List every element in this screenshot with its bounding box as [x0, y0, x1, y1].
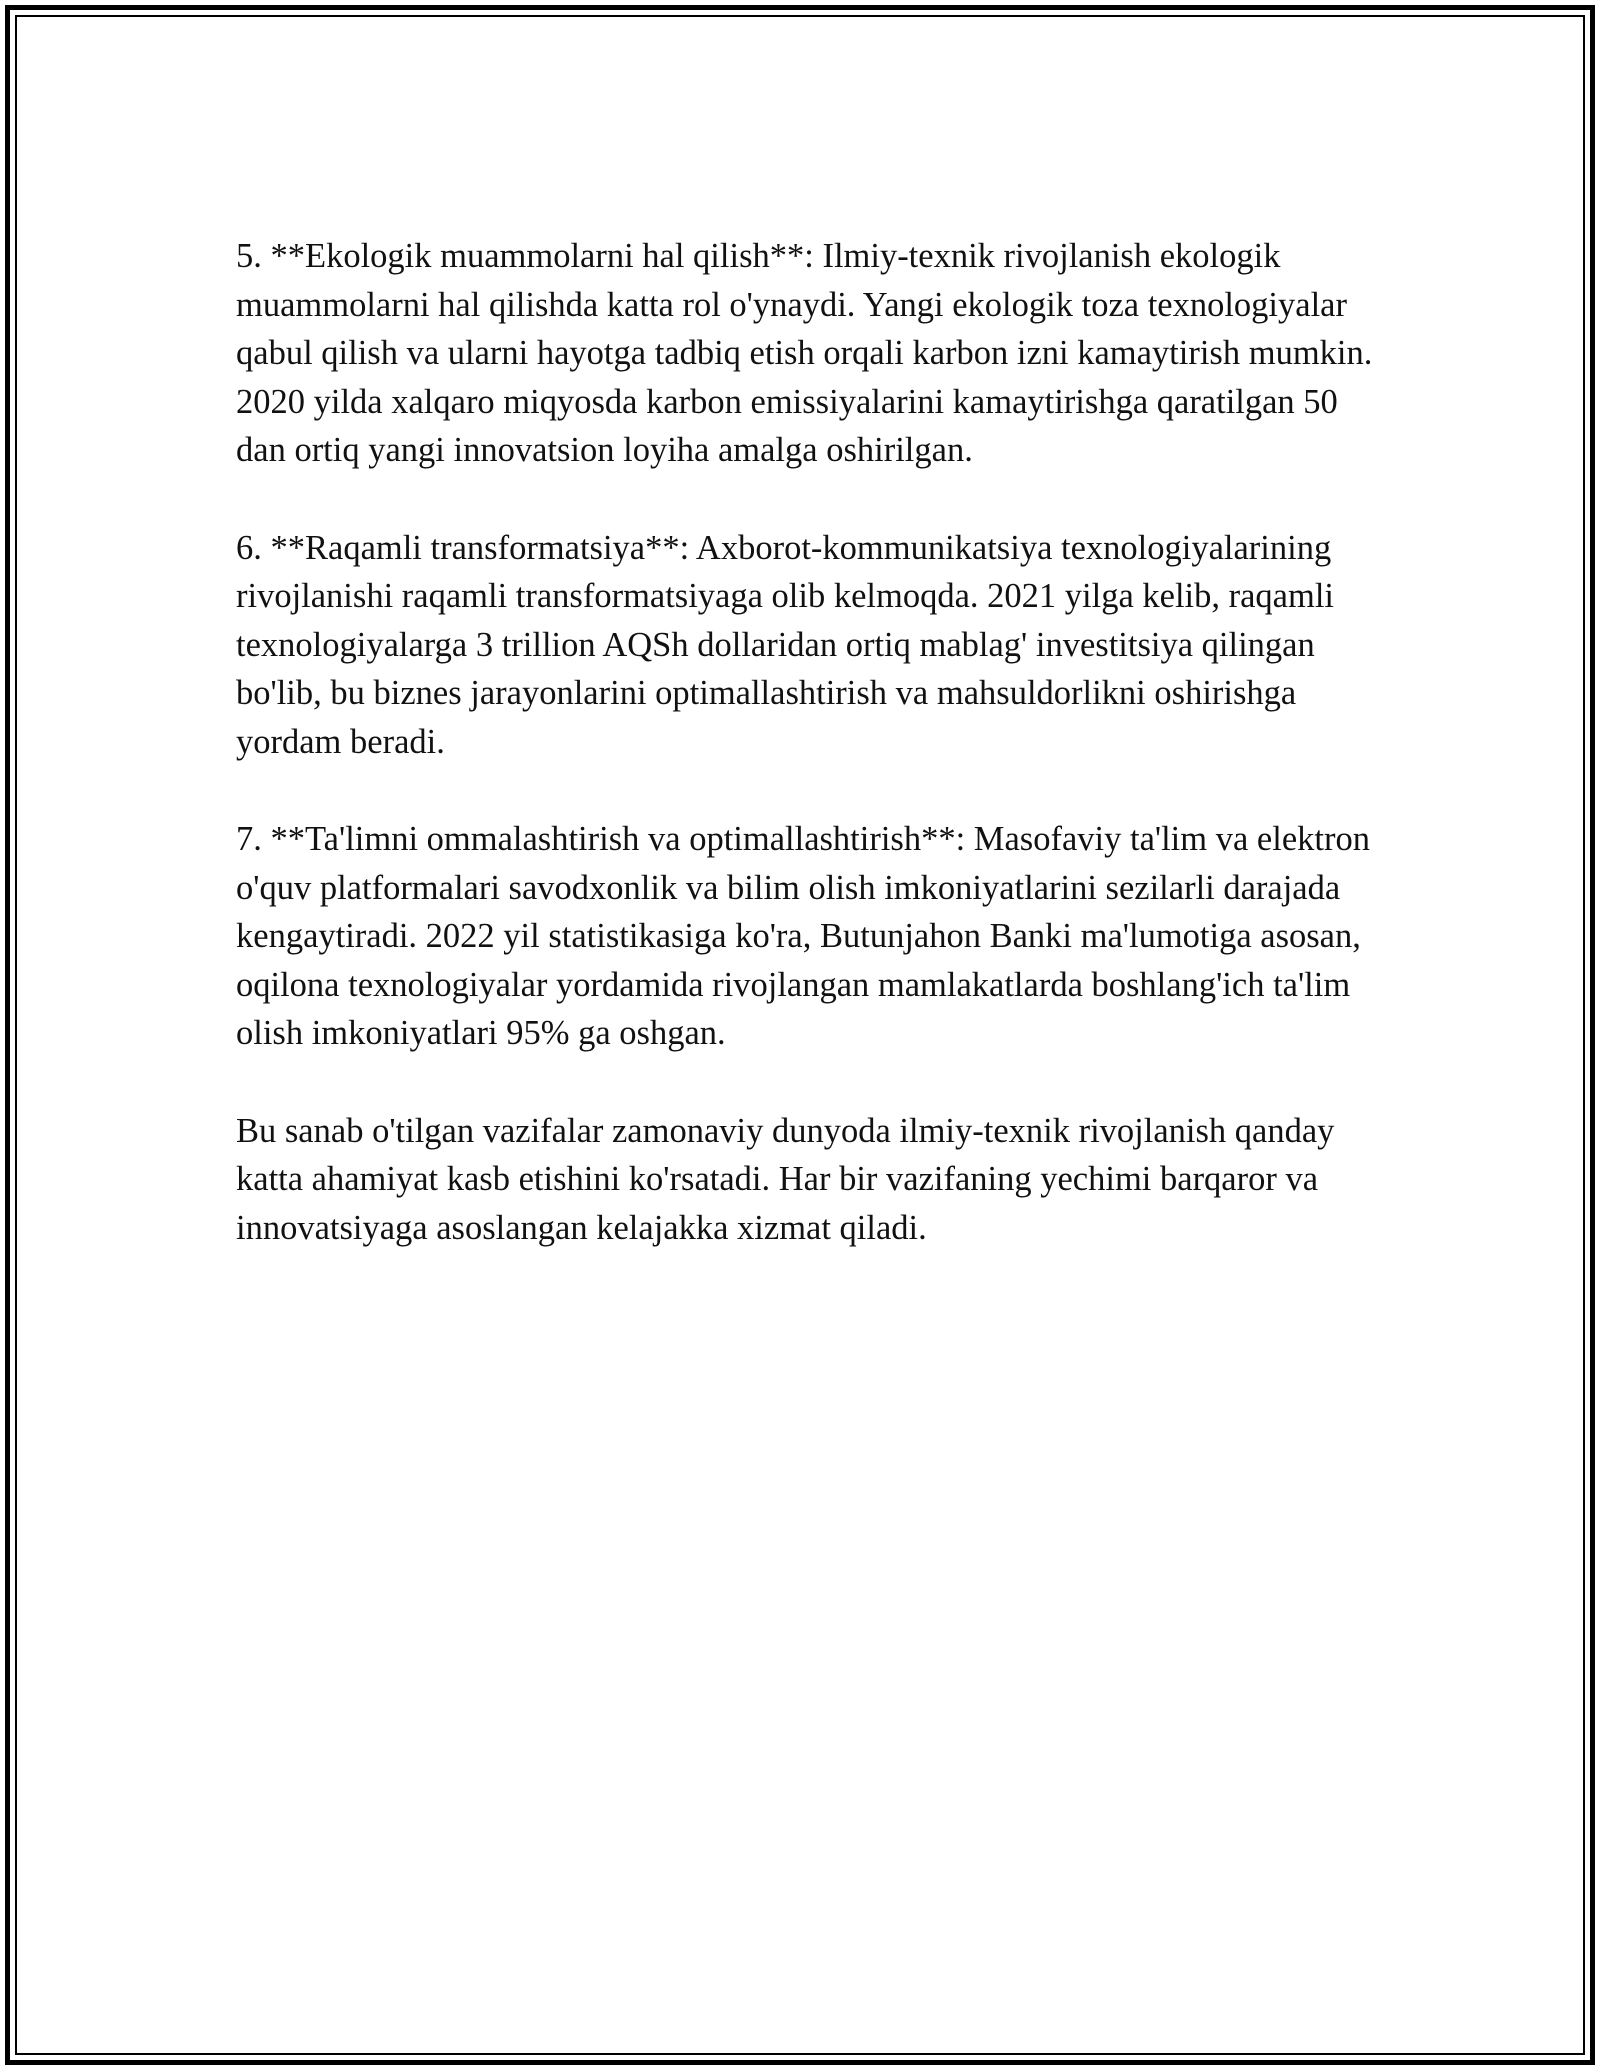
paragraph-conclusion: Bu sanab o'tilgan vazifalar zamonaviy dunyoda ilmiy-texnik rivojlanish qanday katta ahamiyat kasb etishini ko'rsatadi. Har bir vazifaning yechimi barqaror va innovatsiyaga asoslangan kelajakka xizmat qiladi. [236, 1111, 1335, 1247]
paragraph-ecological-problems: 5. **Ekologik muammolarni hal qilish**: Ilmiy-texnik rivojlanish ekologik muammolarni hal qilishda katta rol o'ynaydi. Yangi ekologik toza texnologiyalar qabul qilish va ularni hayotga tadbiq etish orqali karbon izni kamaytirish mumkin. 2020 yilda xalqaro miqyosda karbon emissiyalarini kamaytirishga qaratilgan 50 dan ortiq yangi innovatsion loyiha amalga oshirilgan. [236, 237, 1373, 469]
paragraph-digital-transformation: 6. **Raqamli transformatsiya**: Axborot-kommunikatsiya texnologiyalarining rivojlanishi raqamli transformatsiyaga olib kelmoqda. 2021 yilga kelib, raqamli texnologiyalarga 3 trillion AQSh dollaridan ortiq mablag' investitsiya qilingan bo'lib, bu biznes jarayonlarini optimallashtirish va mahsuldorlikni oshirishga yordam beradi. [236, 528, 1334, 761]
paragraph-education: 7. **Ta'limni ommalashtirish va optimallashtirish**: Masofaviy ta'lim va elektron o'quv platformalari savodxonlik va bilim olish imkoniyatlarini sezilarli darajada kengaytiradi. 2022 yil statistikasiga ko'ra, Butunjahon Banki ma'lumotiga asosan, oqilona texnologiyalar yordamida rivojlangan mamlakatlarda boshlang'ich ta'lim olish imkoniyatlari 95% ga oshgan. [236, 820, 1370, 1052]
document-body [236, 232, 1386, 1301]
